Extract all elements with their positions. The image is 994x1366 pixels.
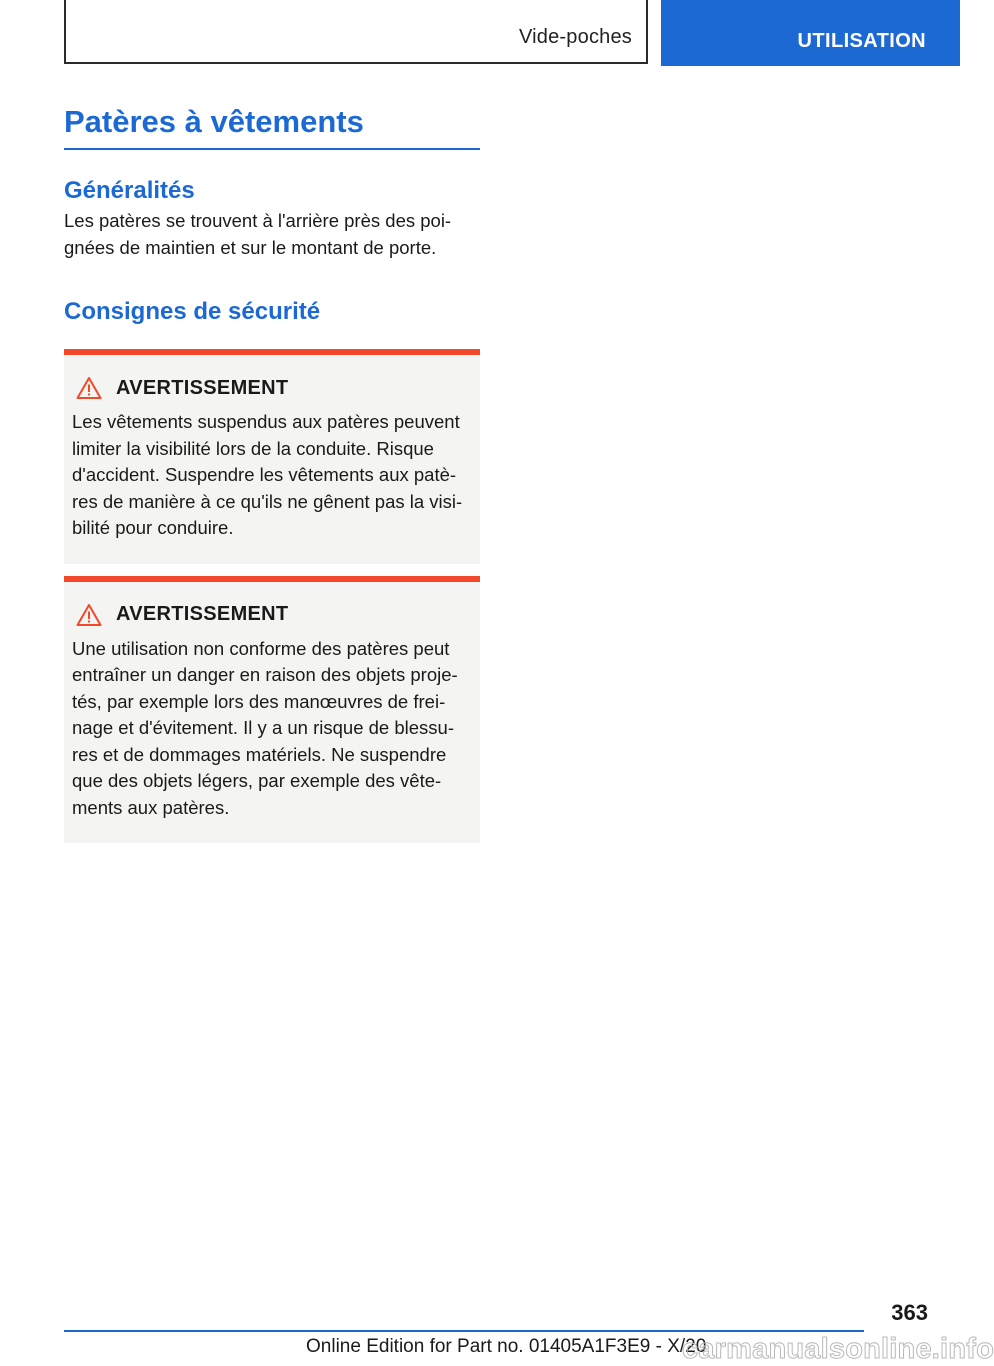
text-line: limiter la visibilité lors de la conduite. Risque (72, 437, 434, 459)
text-line: res et de dommages matériels. Ne suspendre (72, 743, 447, 765)
text-line: res de manière à ce qu'ils ne gênent pas la visi- (72, 490, 463, 512)
section-header-box (64, 0, 648, 64)
watermark-text: carmanualsonline.info (682, 1333, 994, 1365)
text-line: entraîner un danger en raison des objets proje- (72, 664, 458, 685)
warning-triangle-icon (76, 603, 102, 627)
warning-text (72, 636, 472, 822)
text-line: d'accident. Suspendre les vêtements aux patè- (72, 464, 457, 485)
text-line: que des objets légers, par exemple des vête- (72, 770, 442, 791)
page-title: Patères à vêtements (64, 98, 480, 150)
text-line: tés, par exemple lors des manœuvres de frei- (72, 690, 446, 712)
chapter-label: UTILISATION (797, 30, 926, 52)
section-heading-general: Généralités (64, 177, 195, 204)
warning-label: AVERTISSEMENT (116, 376, 289, 399)
text-line: Une utilisation non conforme des patères peut (72, 637, 450, 659)
footer-divider (64, 1330, 864, 1332)
warning-box (64, 349, 480, 564)
general-paragraph (64, 208, 480, 261)
text-line: Les patères se trouvent à l'arrière près des poi- (64, 210, 452, 231)
text-line: gnées de maintien et sur le montant de porte. (64, 236, 437, 258)
text-line: Les vêtements suspendus aux patères peuvent (72, 411, 460, 432)
warning-header (72, 602, 472, 628)
text-line: bilité pour conduire. (72, 517, 234, 538)
warning-text (72, 409, 472, 542)
text-line: nage et d'évitement. Il y a un risque de blessu- (72, 717, 454, 738)
page-number: 363 (891, 1300, 928, 1325)
section-heading-safety: Consignes de sécurité (64, 298, 321, 325)
section-label: Vide-poches (518, 26, 632, 48)
chapter-tab[interactable] (661, 0, 960, 66)
warning-header (72, 375, 472, 401)
warning-triangle-icon (76, 376, 102, 400)
text-line: ments aux patères. (72, 796, 230, 818)
warning-label: AVERTISSEMENT (116, 603, 289, 625)
edition-text: Online Edition for Part no. 01405A1F3E9 - X/20 (306, 1336, 707, 1357)
page-header (0, 0, 960, 66)
content-column (64, 98, 480, 843)
warning-box (64, 576, 480, 844)
